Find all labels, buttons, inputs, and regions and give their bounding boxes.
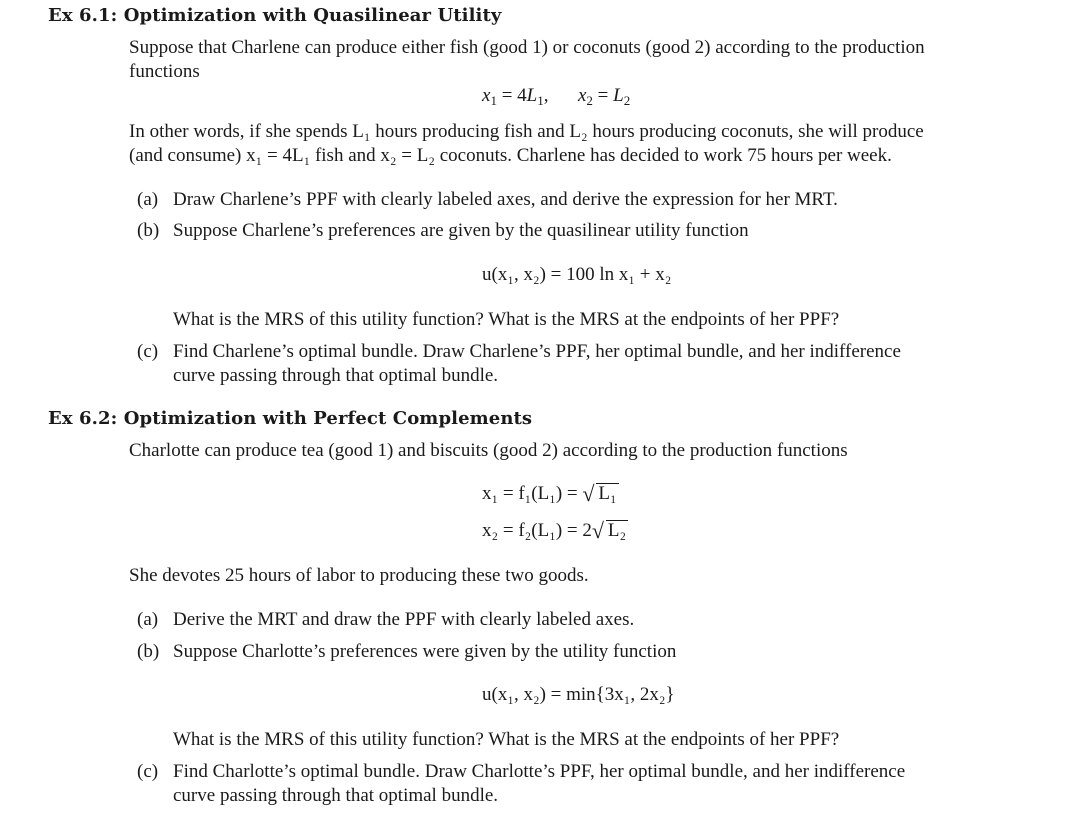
ex1-part-c <box>137 340 901 364</box>
ex1-part-b-text: Suppose Charlene’s preferences are given by the quasilinear utility function <box>173 220 749 241</box>
eq-L2-sub: 2 <box>623 93 631 108</box>
ex1-para2-line1: In other words, if she spends L₁ hours producing fish and L₂ hours producing coconuts, she will produce <box>129 121 924 142</box>
ex2-part-c-label: (c) <box>137 761 159 782</box>
eq-eq2: = <box>592 85 614 106</box>
sqrt-symbol <box>592 520 628 542</box>
ex2-part-b-question: What is the MRS of this utility function? What is the MRS at the endpoints of her PPF? <box>173 729 840 750</box>
ex2-prod2-lhs: x₂ = f₂(L₁) = 2 <box>482 520 592 541</box>
ex2-part-a-label: (a) <box>137 609 159 630</box>
ex2-part-a <box>137 608 634 632</box>
eq-x1-sub: 1 <box>490 93 497 108</box>
ex1-part-c-label: (c) <box>137 341 159 362</box>
ex1-part-a-text: Draw Charlene’s PPF with clearly labeled axes, and derive the expression for her MRT. <box>173 189 838 210</box>
eq-L2: L <box>613 85 624 106</box>
ex1-para2-line2: (and consume) x₁ = 4L₁ fish and x₂ = L₂ coconuts. Charlene has decided to work 75 hours per week. <box>129 145 892 166</box>
ex1-intro-line1: Suppose that Charlene can produce either fish (good 1) or coconuts (good 2) according to the production <box>129 37 925 58</box>
ex2-prod2-radicand: L₂ <box>607 520 627 541</box>
ex2-heading: Ex 6.2: Optimization with Perfect Complements <box>48 408 533 429</box>
eq-x2: x <box>577 85 587 106</box>
ex1-heading: Ex 6.1: Optimization with Quasilinear Utility <box>48 5 502 26</box>
ex1-part-a <box>137 188 838 212</box>
ex2-part-b-label: (b) <box>137 641 160 662</box>
ex2-labor-text: She devotes 25 hours of labor to producing these two goods. <box>129 565 589 586</box>
ex2-production-eq2 <box>482 520 628 542</box>
ex1-part-b-question: What is the MRS of this utility function? What is the MRS at the endpoints of her PPF? <box>173 309 840 330</box>
eq-L1-sub: 1 <box>537 93 544 108</box>
ex1-utility-equation: u(x₁, x₂) = 100 ln x₁ + x₂ <box>482 264 672 285</box>
eq-sep: , <box>543 85 549 106</box>
ex2-production-eq1 <box>482 483 619 505</box>
ex1-part-b <box>137 219 749 243</box>
sqrt-symbol <box>582 483 618 505</box>
ex2-prod1-radicand: L₁ <box>598 483 617 504</box>
ex1-intro-line2: functions <box>129 61 200 82</box>
eq-x1: x <box>482 85 491 106</box>
eq-L1: L <box>526 85 538 106</box>
ex2-part-c-text1: Find Charlotte’s optimal bundle. Draw Charlotte’s PPF, her optimal bundle, and her indifference <box>173 761 906 782</box>
ex2-part-c-line2: curve passing through that optimal bundle. <box>173 785 499 806</box>
ex2-prod1-lhs: x₁ = f₁(L₁) = <box>482 483 583 504</box>
ex2-part-c <box>137 760 905 784</box>
ex1-production-equation <box>482 85 630 107</box>
ex1-part-a-label: (a) <box>137 189 159 210</box>
ex1-part-b-label: (b) <box>137 220 160 241</box>
ex2-part-a-text: Derive the MRT and draw the PPF with clearly labeled axes. <box>173 609 635 630</box>
eq-x2-sub: 2 <box>586 93 593 108</box>
ex1-part-c-line2: curve passing through that optimal bundle. <box>173 365 499 386</box>
ex2-intro: Charlotte can produce tea (good 1) and biscuits (good 2) according to the production functions <box>129 440 848 461</box>
ex2-part-b-text: Suppose Charlotte’s preferences were given by the utility function <box>173 641 677 662</box>
ex1-part-c-text1: Find Charlene’s optimal bundle. Draw Charlene’s PPF, her optimal bundle, and her indifference <box>173 341 901 362</box>
ex2-utility-equation: u(x₁, x₂) = min{3x₁, 2x₂} <box>482 684 675 705</box>
ex2-part-b <box>137 640 676 664</box>
eq-eq1: = 4 <box>496 85 527 106</box>
